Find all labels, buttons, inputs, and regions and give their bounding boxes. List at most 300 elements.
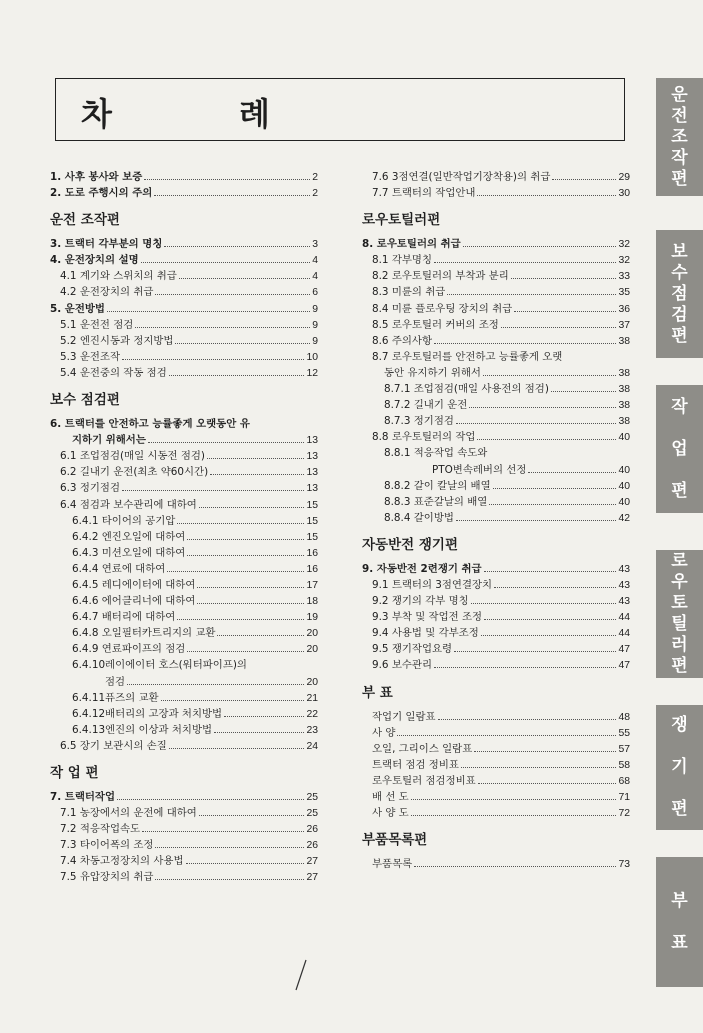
- toc-entry-label: 배 선 도: [372, 791, 409, 803]
- toc-entry-label: 8.8.1 적응작업 속도와: [384, 447, 488, 460]
- toc-entry-label: 8.7.1 조업점검(매일 사용전의 점검): [384, 383, 549, 396]
- toc-entry-page: 58: [618, 759, 630, 771]
- leader-dots: [187, 539, 304, 540]
- toc-entry: [362, 477, 630, 493]
- toc-entry-page: 26: [306, 824, 318, 836]
- toc-entry-label: 9.1 트랙터의 3점연결장치: [372, 578, 493, 591]
- toc-entry: [50, 348, 318, 364]
- toc-entry-label: 점검: [105, 675, 126, 688]
- leader-dots: [411, 799, 617, 800]
- leader-dots: [434, 667, 616, 668]
- toc-entry-label: 9.2 쟁기의 각부 명칭: [372, 595, 469, 608]
- toc-entry-label: 6.4.1 타이어의 공기압: [72, 514, 176, 527]
- toc-entry: [362, 444, 630, 460]
- leader-dots: [484, 619, 616, 620]
- toc-entry-page: 13: [306, 435, 318, 447]
- toc-entry-page: 13: [306, 451, 318, 463]
- leader-dots: [122, 359, 304, 360]
- toc-entry-label: 7.4 차동고정장치의 사용법: [60, 855, 184, 868]
- toc-entry-page: 57: [618, 743, 630, 755]
- toc-entry: [50, 332, 318, 348]
- leader-dots: [477, 439, 616, 440]
- toc-entry-page: 9: [312, 319, 318, 331]
- toc-entry: [50, 721, 318, 737]
- toc-entry-page: 21: [306, 692, 318, 704]
- toc-entry-label: 8.2 로우토틸러의 부착과 분리: [372, 270, 509, 283]
- toc-entry-page: 71: [618, 792, 630, 803]
- toc-entry-label: 3. 트랙터 각부분의 명칭: [50, 238, 163, 251]
- toc-entry-label: 사 양 도: [372, 807, 409, 820]
- toc-entry: [362, 364, 630, 380]
- toc-entry-page: 12: [306, 367, 318, 379]
- side-tab: 운 전 조 작 편: [656, 78, 703, 196]
- toc-entry-label: 6.4.3 미션오일에 대하여: [72, 546, 186, 559]
- toc-entry-label: 9.3 부착 및 작업전 조정: [372, 611, 483, 624]
- toc-entry-page: 43: [618, 596, 630, 608]
- toc-entry: [362, 656, 630, 672]
- toc-entry-page: 38: [618, 384, 630, 396]
- toc-entry-label: 5.1 운전전 점검: [60, 318, 134, 331]
- side-tab: 부 표: [656, 857, 703, 987]
- leader-dots: [199, 507, 305, 508]
- toc-entry: [50, 656, 318, 672]
- toc-entry-page: 29: [618, 172, 630, 183]
- toc-entry-page: 20: [306, 644, 318, 656]
- toc-entry-label: 6.3 정기점검: [60, 482, 120, 495]
- toc-entry-page: 30: [618, 188, 630, 200]
- toc-entry-label: 6.1 조업점검(매일 시동전 점검): [60, 450, 205, 463]
- side-tab: 작 업 편: [656, 385, 703, 513]
- toc-entry: [50, 788, 318, 804]
- leader-dots: [411, 815, 617, 816]
- toc-entry-page: 2: [312, 172, 318, 183]
- leader-dots: [207, 458, 304, 459]
- toc-entry-label: 9.4 사용법 및 각부조정: [372, 627, 479, 640]
- toc-entry: [362, 640, 630, 656]
- toc-entry-label: 8.8.4 갈이방법: [384, 511, 454, 524]
- toc-entry: [362, 300, 630, 316]
- toc-entry: [50, 804, 318, 820]
- toc-entry: [50, 640, 318, 656]
- toc-entry: [50, 447, 318, 463]
- toc-entry-page: 16: [306, 563, 318, 575]
- toc-entry-label: 9. 자동반전 2련쟁기 취급: [362, 562, 482, 575]
- toc-entry: [50, 479, 318, 495]
- toc-entry-label: 로우토틸러 점검정비표: [372, 774, 476, 787]
- leader-dots: [474, 751, 616, 752]
- toc-left-column: [50, 168, 318, 885]
- leader-dots: [127, 684, 304, 685]
- toc-list-right: [362, 168, 630, 871]
- leader-dots: [552, 179, 616, 180]
- toc-entry: [50, 364, 318, 380]
- toc-entry-label: 6.4.9 연료파이프의 점검: [72, 643, 186, 656]
- toc-entry-page: 19: [306, 612, 318, 624]
- toc-entry: [362, 560, 630, 576]
- leader-dots: [551, 391, 617, 392]
- toc-entry: [50, 737, 318, 753]
- leader-dots: [197, 603, 304, 604]
- toc-entry-label: 8.7.3 정기점검: [384, 415, 454, 428]
- toc-entry-page: 9: [312, 303, 318, 315]
- toc-entry-label: 8.8.2 갈이 칼날의 배열: [384, 479, 491, 492]
- toc-entry: [362, 509, 630, 525]
- toc-entry: [50, 300, 318, 316]
- leader-dots: [187, 555, 304, 556]
- leader-dots: [186, 863, 305, 864]
- toc-entry: [50, 576, 318, 592]
- side-tab: 로 우 토 틸 러 편: [656, 550, 703, 678]
- toc-entry: [50, 168, 318, 184]
- toc-entry-page: 40: [618, 464, 630, 476]
- leader-dots: [454, 651, 616, 652]
- toc-entry: [50, 560, 318, 576]
- toc-entry-page: 73: [618, 859, 630, 871]
- leader-dots: [469, 407, 616, 408]
- toc-entry-label: PTO변속레버의 선정: [432, 463, 527, 476]
- toc-entry-label: 트랙터 점검 정비표: [372, 758, 459, 771]
- toc-entry: [50, 463, 318, 479]
- toc-entry: [50, 852, 318, 868]
- toc-entry-label: 4.2 운전장치의 취급: [60, 286, 154, 299]
- toc-entry: [362, 493, 630, 509]
- toc-entry: [362, 804, 630, 820]
- toc-entry-label: 6.4.13엔진의 이상과 처치방법: [72, 723, 213, 736]
- toc-entry-label: 작업기 일람표: [372, 710, 436, 723]
- leader-dots: [489, 504, 616, 505]
- toc-entry-label: 9.6 보수관리: [372, 659, 432, 672]
- toc-entry-label: 6.4.6 에어클리너에 대하여: [72, 595, 196, 608]
- toc-entry-label: 6. 트랙터를 안전하고 능률좋게 오랫동안 유: [50, 418, 250, 431]
- toc-entry-page: 38: [618, 367, 630, 379]
- leader-dots: [483, 375, 616, 376]
- leader-dots: [169, 375, 305, 376]
- toc-entry-label: 사 양: [372, 726, 396, 739]
- leader-dots: [167, 571, 304, 572]
- toc-entry: [50, 689, 318, 705]
- toc-entry-label: 5.2 엔진시동과 정지방법: [60, 334, 174, 347]
- leader-dots: [224, 716, 304, 717]
- toc-entry-label: 오일, 그리이스 일람표: [372, 742, 473, 755]
- leader-dots: [456, 520, 617, 521]
- toc-entry-page: 43: [618, 563, 630, 575]
- leader-dots: [135, 327, 310, 328]
- leader-dots: [210, 474, 304, 475]
- leader-dots: [169, 748, 305, 749]
- leader-dots: [438, 719, 617, 720]
- toc-entry-label: 7.5 유압장치의 취급: [60, 871, 154, 884]
- toc-entry-page: 18: [306, 596, 318, 608]
- leader-dots: [214, 732, 304, 733]
- toc-entry-page: 38: [618, 335, 630, 347]
- toc-entry-page: 13: [306, 467, 318, 479]
- toc-entry-label: 6.4.2 엔진오일에 대하여: [72, 530, 186, 543]
- toc-entry: [50, 592, 318, 608]
- toc-entry-label: 6.4.7 배터리에 대하여: [72, 611, 176, 624]
- toc-entry-label: 6.2 길내기 운전(최초 약60시간): [60, 466, 209, 479]
- toc-entry-page: 40: [618, 432, 630, 444]
- toc-entry: [362, 592, 630, 608]
- toc-entry: [362, 772, 630, 788]
- toc-entry-page: 16: [306, 547, 318, 559]
- toc-entry: [50, 267, 318, 283]
- leader-dots: [478, 783, 617, 784]
- toc-entry: [50, 608, 318, 624]
- toc-entry-page: 42: [618, 512, 630, 524]
- leader-dots: [217, 635, 304, 636]
- toc-entry: [362, 788, 630, 804]
- leader-dots: [477, 195, 616, 196]
- toc-entry: [50, 316, 318, 332]
- toc-entry-label: 6.4.5 레디에이터에 대하여: [72, 578, 196, 591]
- toc-entry-label: 5. 운전방법: [50, 302, 105, 315]
- toc-entry: [50, 705, 318, 721]
- leader-dots: [484, 571, 617, 572]
- toc-entry-page: 40: [618, 480, 630, 492]
- toc-entry-page: 43: [618, 579, 630, 591]
- section-heading: 부 표: [362, 684, 393, 701]
- leader-dots: [197, 587, 304, 588]
- toc-entry: [50, 868, 318, 884]
- toc-entry: [362, 251, 630, 267]
- toc-entry-label: 6.4.8 오일필터카트리지의 교환: [72, 627, 216, 640]
- toc-entry-label: 7.7 트랙터의 작업안내: [372, 187, 476, 200]
- toc-entry: [362, 608, 630, 624]
- toc-entry-label: 8.7.2 길내기 운전: [384, 399, 468, 412]
- toc-entry-label: 2. 도로 주행시의 주의: [50, 187, 153, 200]
- toc-entry: [362, 412, 630, 428]
- section-heading: 보수 점검편: [50, 392, 120, 409]
- section-heading: 작 업 편: [50, 765, 99, 781]
- toc-entry-label: 부품목록: [372, 858, 413, 871]
- toc-entry-label: 6.4 점검과 보수관리에 대하여: [60, 498, 197, 511]
- toc-entry: [362, 855, 630, 871]
- leader-dots: [155, 294, 310, 295]
- toc-entry-page: 17: [306, 579, 318, 591]
- section-heading: 부품목록편: [362, 832, 428, 849]
- toc-entry-label: 7. 트랙터작업: [50, 791, 115, 803]
- toc-entry: [362, 576, 630, 592]
- toc-entry-label: 8.5 로우토틸러 커버의 조정: [372, 318, 499, 331]
- leader-dots: [117, 799, 304, 800]
- leader-dots: [456, 423, 617, 424]
- leader-dots: [155, 847, 304, 848]
- toc-entry: [50, 431, 318, 447]
- side-tab: 보 수 점 검 편: [656, 230, 703, 358]
- toc-entry-page: 26: [306, 840, 318, 852]
- leader-dots: [148, 442, 305, 443]
- title-box: [55, 78, 625, 141]
- toc-list-left: [50, 168, 318, 885]
- toc-entry: [50, 251, 318, 267]
- toc-entry-page: 25: [306, 808, 318, 820]
- leader-dots: [177, 523, 304, 524]
- toc-entry: [50, 544, 318, 560]
- toc-entry-page: 15: [306, 499, 318, 511]
- toc-entry-page: 36: [618, 303, 630, 315]
- leader-dots: [187, 651, 304, 652]
- leader-dots: [494, 587, 616, 588]
- toc-entry-page: 38: [618, 400, 630, 412]
- toc-entry: [50, 528, 318, 544]
- leader-dots: [434, 262, 616, 263]
- toc-entry: [362, 184, 630, 200]
- toc-entry-page: 3: [312, 239, 318, 251]
- pen-mark: [292, 958, 312, 992]
- leader-dots: [177, 619, 304, 620]
- toc-entry-page: 27: [306, 856, 318, 868]
- page-title: 차 례: [81, 95, 328, 133]
- toc-entry: [362, 168, 630, 184]
- toc-entry-label: 8.8.3 표준갈날의 배열: [384, 495, 488, 508]
- toc-entry: [362, 332, 630, 348]
- leader-dots: [397, 735, 616, 736]
- toc-entry: [362, 428, 630, 444]
- leader-dots: [514, 311, 616, 312]
- toc-entry-page: 44: [618, 612, 630, 624]
- leader-dots: [122, 490, 304, 491]
- toc-entry: [362, 267, 630, 283]
- toc-entry-page: 2: [312, 188, 318, 200]
- toc-entry-page: 4: [312, 271, 318, 283]
- toc-entry-label: 8.8 로우토틸러의 작업: [372, 431, 476, 444]
- toc-entry: [362, 380, 630, 396]
- leader-dots: [414, 866, 616, 867]
- toc-entry-label: 6.4.10레이에이터 호스(워터파이프)의: [72, 659, 247, 672]
- toc-entry-label: 8.3 미륜의 취급: [372, 286, 446, 299]
- toc-entry: [362, 740, 630, 756]
- toc-entry-label: 7.1 농장에서의 운전에 대하여: [60, 807, 197, 820]
- toc-entry-label: 6.4.11퓨즈의 교환: [72, 691, 159, 704]
- toc-entry-page: 33: [618, 271, 630, 283]
- leader-dots: [107, 311, 310, 312]
- toc-entry-page: 6: [312, 287, 318, 299]
- toc-entry: [50, 235, 318, 251]
- leader-dots: [144, 179, 310, 180]
- leader-dots: [142, 831, 304, 832]
- toc-entry-page: 20: [306, 628, 318, 640]
- toc-entry-page: 68: [618, 775, 630, 787]
- toc-entry: [50, 184, 318, 200]
- toc-entry-page: 25: [306, 792, 318, 803]
- toc-entry-label: 7.2 적응작업속도: [60, 823, 141, 836]
- leader-dots: [199, 815, 305, 816]
- toc-entry-page: 40: [618, 496, 630, 508]
- toc-entry: [50, 496, 318, 512]
- toc-entry-label: 1. 사후 봉사와 보증: [50, 171, 143, 183]
- toc-entry: [50, 283, 318, 299]
- toc-entry-page: 32: [618, 255, 630, 267]
- toc-entry: [50, 624, 318, 640]
- toc-entry-label: 동안 유지하기 위해서: [384, 366, 481, 379]
- leader-dots: [447, 294, 616, 295]
- toc-entry-label: 6.4.12배터리의 고장과 처치방법: [72, 707, 223, 720]
- toc-entry: [362, 724, 630, 740]
- toc-entry-page: 32: [618, 239, 630, 251]
- leader-dots: [463, 246, 617, 247]
- toc-entry-label: 5.4 운전중의 작동 점검: [60, 366, 167, 379]
- toc-entry-label: 8.4 미륜 플로우팅 장치의 취급: [372, 302, 513, 315]
- toc-entry-page: 13: [306, 483, 318, 495]
- leader-dots: [175, 343, 310, 344]
- toc-entry-page: 44: [618, 628, 630, 640]
- toc-entry-label: 8.7 로우토틸러를 안전하고 능률좋게 오랫: [372, 350, 563, 363]
- toc-entry-page: 37: [618, 319, 630, 331]
- toc-right-column: [362, 168, 630, 871]
- section-heading: 자동반전 쟁기편: [362, 536, 458, 553]
- section-heading: 운전 조작편: [50, 212, 120, 229]
- toc-entry-label: 8.6 주의사항: [372, 334, 432, 347]
- toc-entry: [50, 820, 318, 836]
- toc-entry: [362, 348, 630, 364]
- leader-dots: [471, 603, 617, 604]
- toc-entry-page: 47: [618, 660, 630, 672]
- leader-dots: [501, 327, 617, 328]
- toc-entry-label: 4.1 계기와 스위치의 취급: [60, 270, 177, 283]
- toc-entry: [362, 461, 630, 477]
- leader-dots: [179, 278, 310, 279]
- section-heading: 로우토틸러편: [362, 212, 441, 229]
- leader-dots: [481, 635, 617, 636]
- toc-entry: [362, 283, 630, 299]
- toc-entry-label: 6.5 장기 보관시의 손질: [60, 739, 167, 752]
- toc-entry: [362, 235, 630, 251]
- toc-entry: [50, 673, 318, 689]
- toc-entry: [50, 512, 318, 528]
- toc-entry-page: 20: [306, 676, 318, 688]
- toc-entry-page: 9: [312, 335, 318, 347]
- toc-entry-page: 35: [618, 287, 630, 299]
- toc-entry-page: 15: [306, 515, 318, 527]
- toc-entry: [362, 396, 630, 412]
- leader-dots: [528, 472, 616, 473]
- toc-entry-page: 72: [618, 808, 630, 820]
- toc-entry-label: 8.1 각부명칭: [372, 254, 432, 267]
- toc-entry-page: 38: [618, 416, 630, 428]
- side-tab: 쟁 기 편: [656, 705, 703, 830]
- leader-dots: [141, 262, 311, 263]
- toc-entry-page: 27: [306, 872, 318, 884]
- leader-dots: [511, 278, 617, 279]
- toc-entry-label: 9.5 쟁기작업요령: [372, 643, 453, 656]
- toc-entry-label: 7.6 3점연결(일반작업기장착용)의 취급: [372, 171, 551, 183]
- toc-entry-page: 15: [306, 531, 318, 543]
- toc-entry-label: 4. 운전장치의 설명: [50, 254, 139, 267]
- toc-entry-page: 10: [306, 351, 318, 363]
- toc-entry-label: 지하기 위해서는: [72, 434, 146, 447]
- toc-entry: [362, 316, 630, 332]
- leader-dots: [493, 488, 617, 489]
- toc-entry-page: 47: [618, 644, 630, 656]
- toc-entry-page: 24: [306, 740, 318, 752]
- toc-entry-label: 7.3 타이어폭의 조정: [60, 839, 154, 852]
- toc-entry: [50, 415, 318, 431]
- toc-entry: [50, 836, 318, 852]
- leader-dots: [161, 700, 305, 701]
- toc-entry-page: 23: [306, 724, 318, 736]
- leader-dots: [434, 343, 616, 344]
- leader-dots: [155, 879, 304, 880]
- toc-entry: [362, 756, 630, 772]
- toc-entry-page: 55: [618, 727, 630, 739]
- toc-entry: [362, 624, 630, 640]
- toc-entry-page: 22: [306, 708, 318, 720]
- toc-entry-label: 6.4.4 연료에 대하여: [72, 562, 166, 575]
- leader-dots: [164, 246, 310, 247]
- toc-entry-page: 48: [618, 711, 630, 723]
- leader-dots: [154, 195, 310, 196]
- leader-dots: [461, 767, 617, 768]
